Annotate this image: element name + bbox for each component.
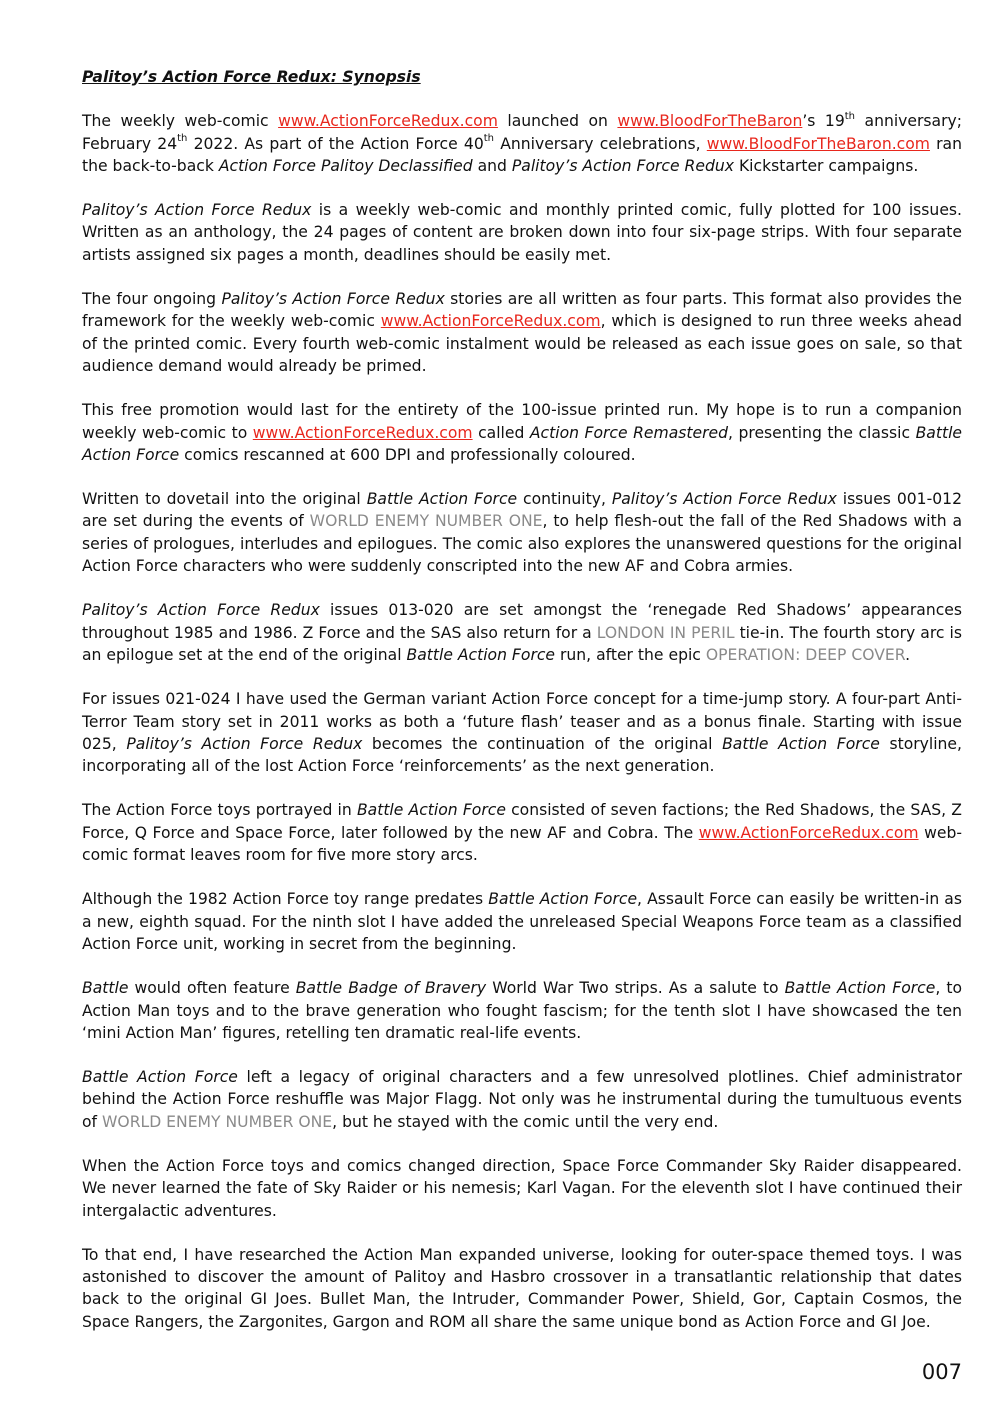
text-run: launched on [497, 112, 618, 131]
website-link[interactable]: www.ActionForceRedux.com [252, 423, 473, 442]
text-run: The Action Force toys portrayed in [82, 801, 357, 820]
italic-title: Battle Action Force [82, 423, 963, 464]
text-run: For issues 021-024 I have used the German variant Action Force concept for a time-jump story. A four-part Anti-Terror Team story set in 2011 works as both a ‘future flash’ teaser and as a bonus finale. Starting with issue 025, [82, 690, 962, 753]
story-reference: WORLD ENEMY NUMBER ONE [102, 1112, 333, 1131]
paragraph [82, 1066, 962, 1133]
paragraph [82, 110, 962, 177]
text-run: would often feature [128, 979, 296, 998]
text-run: web-comic format leaves room for five more story arcs. [82, 823, 962, 865]
website-link[interactable]: www.BloodForTheBaron.com [706, 134, 930, 153]
text-run: ran the back-to-back [82, 134, 962, 175]
paragraph [82, 799, 962, 866]
text-run: called [472, 423, 530, 442]
story-reference: OPERATION: DEEP COVER [705, 645, 906, 664]
website-link[interactable]: www.ActionForceRedux.com [278, 112, 498, 131]
paragraph [82, 199, 962, 266]
text-run: Kickstarter campaigns. [734, 156, 919, 175]
text-run: becomes the continuation of the original [362, 734, 723, 753]
italic-title: Battle Action Force [82, 1068, 238, 1087]
text-run: 2022. As part of the Action Force 40 [187, 134, 484, 153]
page-number: 007 [921, 1360, 962, 1384]
italic-title: Palitoy’s Action Force Redux [82, 601, 320, 620]
text-run: comics rescanned at 600 DPI and professionally coloured. [179, 445, 636, 464]
text-run: When the Action Force toys and comics changed direction, Space Force Commander Sky Raider disappeared. We never learned the fate of Sky Raider or his nemesis; Karl Vagan. For the eleventh slot I have continued their intergalactic adventures. [82, 1156, 962, 1220]
text-run: issues 001-012 are set during the events of [82, 490, 962, 531]
title-block [82, 66, 962, 88]
paragraphs [82, 110, 962, 1333]
text-run: consisted of seven factions; the Red Shadows, the SAS, Z Force, Q Force and Space Force, later followed by the new AF and Cobra. The [82, 801, 962, 842]
italic-title: Battle Action Force [488, 890, 638, 909]
text-run: . [905, 645, 911, 664]
text-run: , Assault Force can easily be written-in as a new, eighth squad. For the ninth slot I have added the unreleased Special Weapons Force team as a classified Action Force unit, working in secret from the beginning. [82, 890, 962, 953]
text-run: , presenting the classic [728, 423, 916, 442]
italic-title: Palitoy’s Action Force Redux [611, 490, 837, 509]
text-run: left a legacy of original characters and a few unresolved plotlines. Chief administrator behind the Action Force reshuffle was Major Flagg. Not only was he instrumental during the tumultuous events of [82, 1068, 962, 1131]
italic-title: Battle Action Force [356, 801, 506, 820]
text-run: anniversary; February 24 [82, 112, 962, 153]
page-title: Palitoy’s Action Force Redux: Synopsis [82, 68, 421, 86]
website-link[interactable]: www.ActionForceRedux.com [380, 312, 601, 331]
text-run: storyline, incorporating all of the lost Action Force ‘reinforcements’ as the next generation. [82, 734, 962, 776]
website-link[interactable]: www.ActionForceRedux.com [698, 823, 919, 842]
paragraph [82, 977, 962, 1044]
paragraph [82, 288, 962, 377]
text-run: tie-in. The fourth story arc is an epilogue set at the end of the original [82, 623, 963, 664]
italic-title: Palitoy’s Action Force Redux [511, 156, 734, 175]
italic-title: Action Force Palitoy Declassified [218, 156, 473, 175]
paragraph [82, 399, 962, 466]
paragraph [82, 1155, 962, 1222]
text-run: , but he stayed with the comic until the very end. [332, 1112, 719, 1131]
text-run: , to Action Man toys and to the brave generation who fought fascism; for the tenth slot I have showcased the ten ‘mini Action Man’ figures, retelling ten dramatic real-life events. [82, 979, 962, 1042]
ordinal-superscript: th [177, 133, 188, 145]
document-body [82, 66, 962, 1355]
paragraph [82, 1244, 962, 1333]
paragraph [82, 488, 962, 577]
text-run: Written to dovetail into the original [82, 490, 367, 509]
website-link[interactable]: www.BloodForTheBaron [617, 112, 803, 131]
text-run: Although the 1982 Action Force toy range predates [82, 890, 489, 909]
story-reference: WORLD ENEMY NUMBER ONE [309, 512, 543, 531]
text-run: issues 013-020 are set amongst the ‘renegade Red Shadows’ appearances throughout 1985 and 1986. Z Force and the SAS also return for a [82, 601, 962, 642]
story-reference: LONDON IN PERIL [596, 623, 735, 642]
text-run: , which is designed to run three weeks ahead of the printed comic. Every fourth web-comic instalment would be released as each issue goes on sale, so that audience demand would already be primed. [82, 312, 962, 375]
italic-title: Palitoy’s Action Force Redux [126, 734, 363, 753]
italic-title: Palitoy’s Action Force Redux [221, 290, 445, 309]
italic-title: Battle [82, 979, 129, 998]
italic-title: Battle Action Force [406, 645, 556, 664]
text-run: To that end, I have researched the Action Man expanded universe, looking for outer-space themed toys. I was astonished to discover the amount of Palitoy and Hasbro crossover in a transatlantic relationship that dates back to the original GI Joes. Bullet Man, the Intruder, Commander Power, Shield, Gor, Captain Cosmos, the Space Rangers, the Zargonites, Gargon and ROM all share the same unique bond as Action Force and GI Joe. [82, 1245, 962, 1331]
text-run: This free promotion would last for the entirety of the 100-issue printed run. My hope is to run a companion weekly web-comic to [82, 401, 962, 442]
text-run: The four ongoing [82, 290, 222, 309]
text-run: ’s 19 [802, 112, 845, 131]
text-run: The weekly web-comic [82, 112, 279, 131]
text-run: continuity, [517, 490, 612, 509]
italic-title: Battle Action Force [784, 979, 936, 998]
italic-title: Action Force Remastered [529, 423, 729, 442]
text-run: is a weekly web-comic and monthly printed comic, fully plotted for 100 issues. Written as an anthology, the 24 pages of content are broken down into four six-page strips. With four separate artists assigned six pages a month, deadlines should be easily met. [82, 201, 962, 264]
paragraph [82, 888, 962, 955]
italic-title: Palitoy’s Action Force Redux [82, 201, 312, 220]
paragraph [82, 688, 962, 777]
paragraph [82, 599, 962, 666]
ordinal-superscript: th [844, 111, 856, 123]
text-run: Anniversary celebrations, [494, 134, 707, 153]
italic-title: Battle Action Force [722, 734, 880, 753]
italic-title: Battle Badge of Bravery [295, 979, 487, 998]
text-run: World War Two strips. As a salute to [486, 979, 785, 998]
italic-title: Battle Action Force [366, 490, 518, 509]
ordinal-superscript: th [483, 133, 495, 145]
text-run: and [472, 156, 512, 175]
text-run: , to help flesh-out the fall of the Red Shadows with a series of prologues, interludes and epilogues. The comic also explores the unanswered questions for the original Action Force characters who were suddenly conscripted into the new AF and Cobra armies. [82, 512, 962, 576]
text-run: run, after the epic [555, 645, 706, 664]
text-run: stories are all written as four parts. This format also provides the framework for the weekly web-comic [82, 290, 962, 331]
